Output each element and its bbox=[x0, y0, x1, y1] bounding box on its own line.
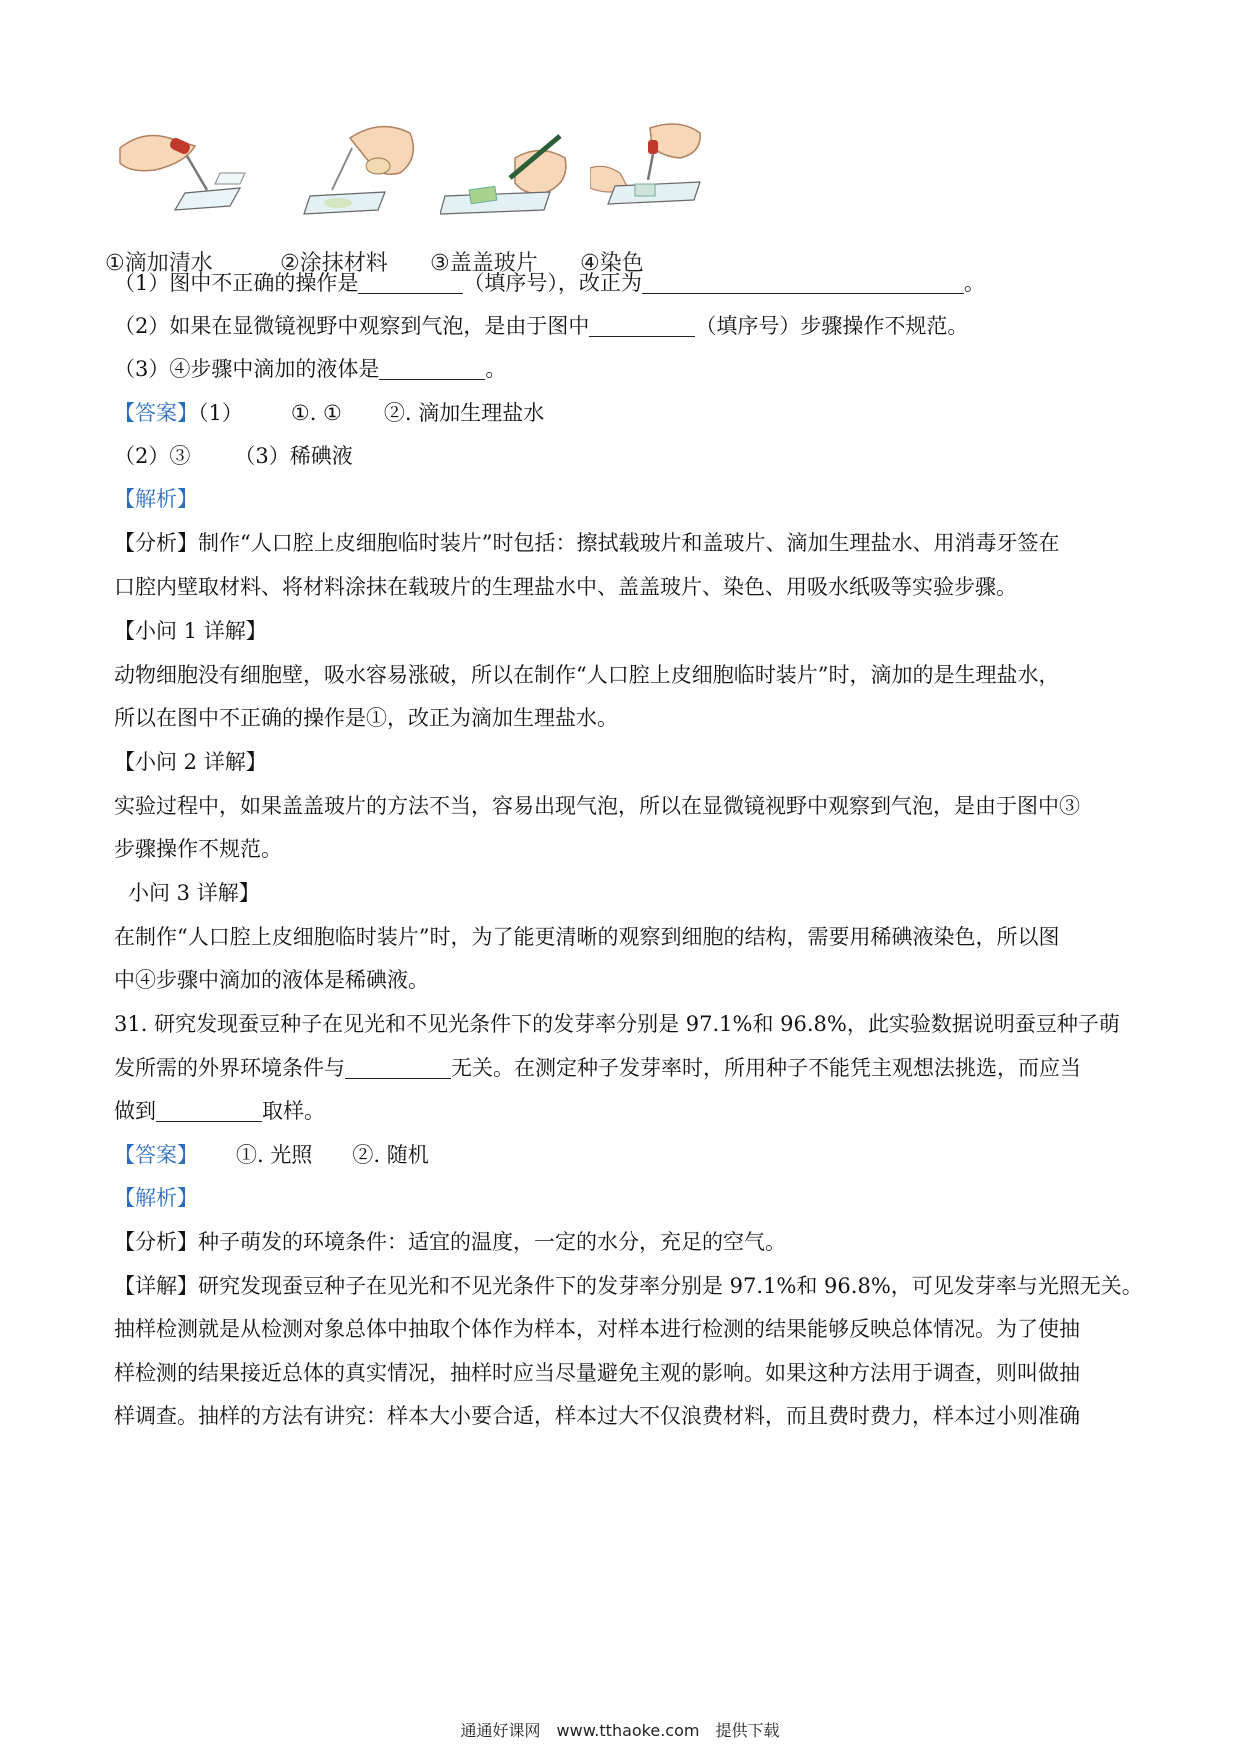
subquestion-3-line-1: 在制作“人口腔上皮细胞临时装片”时，为了能更清晰的观察到细胞的结构，需要用稀碘液染色，所以图 bbox=[114, 925, 1060, 949]
answer-blank bbox=[642, 271, 964, 294]
experiment-figure bbox=[105, 118, 795, 288]
question-2: （2）如果在显微镜视野中观察到气泡，是由于图中 （填序号）步骤操作不规范。 bbox=[114, 314, 969, 338]
answer-blank bbox=[379, 357, 485, 380]
subquestion-2-line-1: 实验过程中，如果盖盖玻片的方法不当，容易出现气泡，所以在显微镜视野中观察到气泡，是由于图中③ bbox=[114, 794, 1080, 818]
answer-blank bbox=[345, 1056, 451, 1079]
analysis-30-tag: 【解析】 bbox=[114, 487, 198, 511]
subquestion-2-heading: 【小问 2 详解】 bbox=[114, 750, 267, 774]
smear-material-icon bbox=[290, 118, 440, 238]
question-1: （1）图中不正确的操作是 （填序号），改正为 。 bbox=[114, 271, 985, 295]
subquestion-3-heading: 小问 3 详解】 bbox=[128, 881, 260, 905]
analysis-31-detail-line-3: 样检测的结果接近总体的真实情况，抽样时应当尽量避免主观的影响。如果这种方法用于调查，则叫做抽 bbox=[114, 1361, 1080, 1385]
subquestion-2-line-2: 步骤操作不规范。 bbox=[114, 837, 282, 861]
question-31-line-3: 做到 取样。 bbox=[114, 1099, 325, 1123]
question-31-line-1: 31. 研究发现蚕豆种子在见光和不见光条件下的发芽率分别是 97.1%和 96.8%，此实验数据说明蚕豆种子萌 bbox=[114, 1012, 1120, 1036]
page-footer: 通通好课网 www.tthaoke.com 提供下载 bbox=[460, 1721, 780, 1740]
figure-caption-4: ④染色 bbox=[580, 251, 644, 276]
analysis-30-fenxi-line-1: 【分析】制作“人口腔上皮细胞临时装片”时包括：擦拭载玻片和盖玻片、滴加生理盐水、用消毒牙签在 bbox=[114, 531, 1060, 555]
answer-tag: 【答案】 bbox=[114, 401, 198, 425]
figure-panel-1 bbox=[105, 118, 265, 288]
subquestion-1-line-2: 所以在图中不正确的操作是①，改正为滴加生理盐水。 bbox=[114, 706, 618, 730]
analysis-31-detail-line-4: 样调查。抽样的方法有讲究：样本大小要合适，样本过大不仅浪费材料，而且费时费力，样本过小则准确 bbox=[114, 1404, 1080, 1428]
answer-blank bbox=[589, 314, 695, 337]
analysis-31-tag: 【解析】 bbox=[114, 1186, 198, 1210]
answer-30-line-1: 【答案】（1） ①. ① ②. 滴加生理盐水 bbox=[114, 401, 545, 425]
figure-panel-3 bbox=[430, 118, 590, 288]
cover-slip-icon bbox=[440, 118, 590, 238]
figure-caption-1: ①滴加清水 bbox=[105, 251, 213, 276]
analysis-30-fenxi-line-2: 口腔内壁取材料、将材料涂抹在载玻片的生理盐水中、盖盖玻片、染色、用吸水纸吸等实验步骤。 bbox=[114, 575, 1017, 599]
figure-caption-3: ③盖盖玻片 bbox=[430, 251, 538, 276]
answer-31-line: 【答案】 ①. 光照 ②. 随机 bbox=[114, 1143, 429, 1167]
figure-caption-2: ②涂抹材料 bbox=[280, 251, 388, 276]
figure-panel-2 bbox=[280, 118, 440, 288]
analysis-31-fenxi: 【分析】种子萌发的环境条件：适宜的温度，一定的水分，充足的空气。 bbox=[114, 1230, 786, 1254]
figure-panel-4 bbox=[580, 118, 740, 288]
subquestion-1-line-1: 动物细胞没有细胞壁，吸水容易涨破，所以在制作“人口腔上皮细胞临时装片”时，滴加的是生理盐水， bbox=[114, 663, 1060, 687]
question-31-line-2: 发所需的外界环境条件与 无关。在测定种子发芽率时，所用种子不能凭主观想法挑选，而应当 bbox=[114, 1056, 1081, 1080]
subquestion-3-line-2: 中④步骤中滴加的液体是稀碘液。 bbox=[114, 968, 429, 992]
analysis-31-detail-line-2: 抽样检测就是从检测对象总体中抽取个体作为样本，对样本进行检测的结果能够反映总体情况。为了使抽 bbox=[114, 1317, 1080, 1341]
staining-icon bbox=[590, 118, 740, 238]
answer-blank bbox=[156, 1099, 262, 1122]
subquestion-1-heading: 【小问 1 详解】 bbox=[114, 619, 267, 643]
answer-blank bbox=[358, 271, 463, 294]
analysis-31-detail-line-1: 【详解】研究发现蚕豆种子在见光和不见光条件下的发芽率分别是 97.1%和 96.8%，可见发芽率与光照无关。 bbox=[114, 1274, 1143, 1298]
answer-30-line-2: （2）③ （3）稀碘液 bbox=[114, 444, 353, 468]
dropper-water-icon bbox=[115, 118, 265, 238]
question-3: （3）④步骤中滴加的液体是 。 bbox=[114, 357, 507, 381]
